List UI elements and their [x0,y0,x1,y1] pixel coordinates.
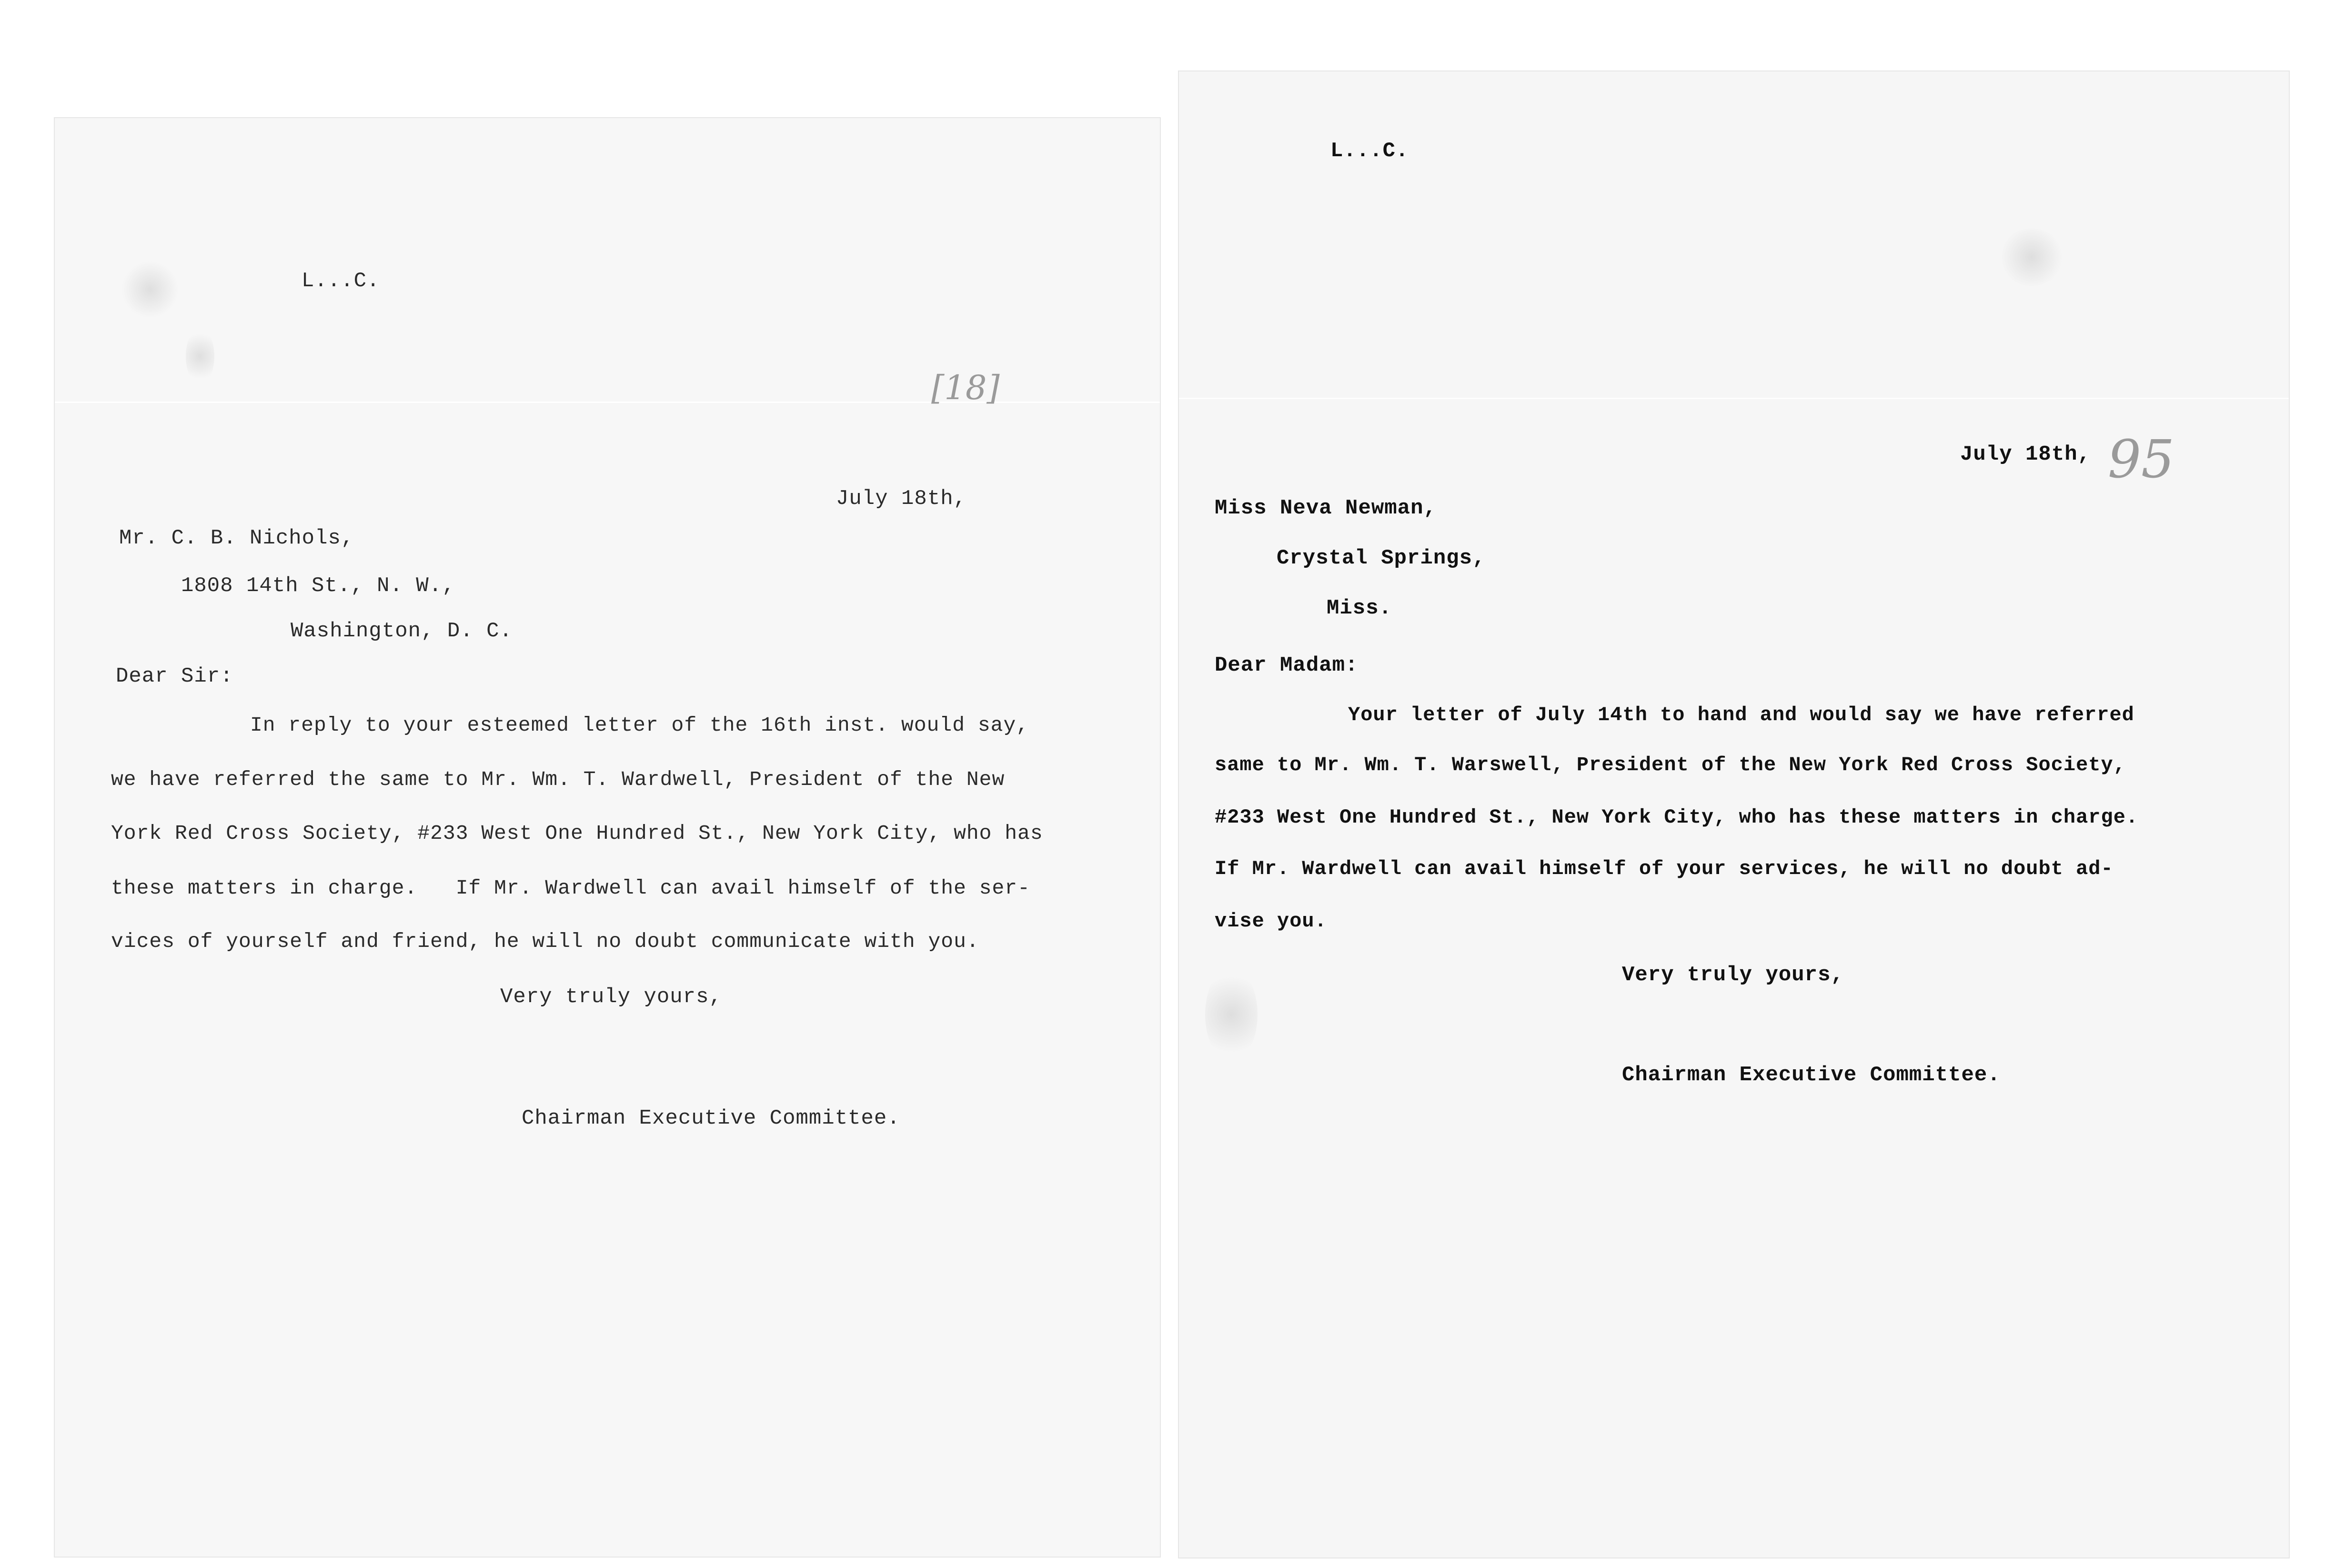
letter-initials: L...C. [1330,139,1409,163]
handwritten-page-number: 95 [2108,429,2174,490]
fold-line [1179,398,2289,399]
salutation: Dear Madam: [1215,653,1359,677]
smudge [1205,967,1258,1062]
salutation: Dear Sir: [116,664,233,688]
recipient-street: 1808 14th St., N. W., [181,574,455,598]
body-line: vise you. [1215,910,1327,933]
letter-date: July 18th, [1960,442,2091,466]
body-line: If Mr. Wardwell can avail himself of your services, he will no doubt ad- [1215,857,2114,880]
body-line: same to Mr. Wm. T. Warswell, President of the New York Red Cross Society, [1215,754,2126,776]
recipient-name: Miss Neva Newman, [1215,496,1437,520]
smudge [186,328,214,385]
handwritten-page-mark: [18] [931,368,1000,407]
letter-left [55,118,1160,1557]
body-line: Your letter of July 14th to hand and would say we have referred [1348,704,2134,726]
signature-line: Chairman Executive Committee. [1622,1063,2001,1087]
recipient-city: Washington, D. C. [291,619,513,643]
body-line: In reply to your esteemed letter of the 16th inst. would say, [250,714,1029,737]
closing: Very truly yours, [500,985,722,1009]
smudge [1998,229,2065,286]
recipient-street: Crystal Springs, [1277,546,1486,570]
body-line: we have referred the same to Mr. Wm. T. Wardwell, President of the New [111,768,1005,791]
letter-right [1179,71,2289,1558]
body-line: these matters in charge. If Mr. Wardwell can avail himself of the ser- [111,876,1030,900]
letter-date: July 18th, [836,487,967,511]
body-line: #233 West One Hundred St., New York City, who has these matters in charge. [1215,806,2139,829]
smudge [121,261,179,318]
body-line: vices of yourself and friend, he will no doubt communicate with you. [111,930,979,953]
closing: Very truly yours, [1622,963,1844,987]
signature-line: Chairman Executive Committee. [522,1106,900,1130]
body-line: York Red Cross Society, #233 West One Hundred St., New York City, who has [111,822,1043,845]
letter-initials: L...C. [302,269,380,293]
recipient-name: Mr. C. B. Nichols, [119,526,354,550]
recipient-city: Miss. [1327,596,1392,620]
